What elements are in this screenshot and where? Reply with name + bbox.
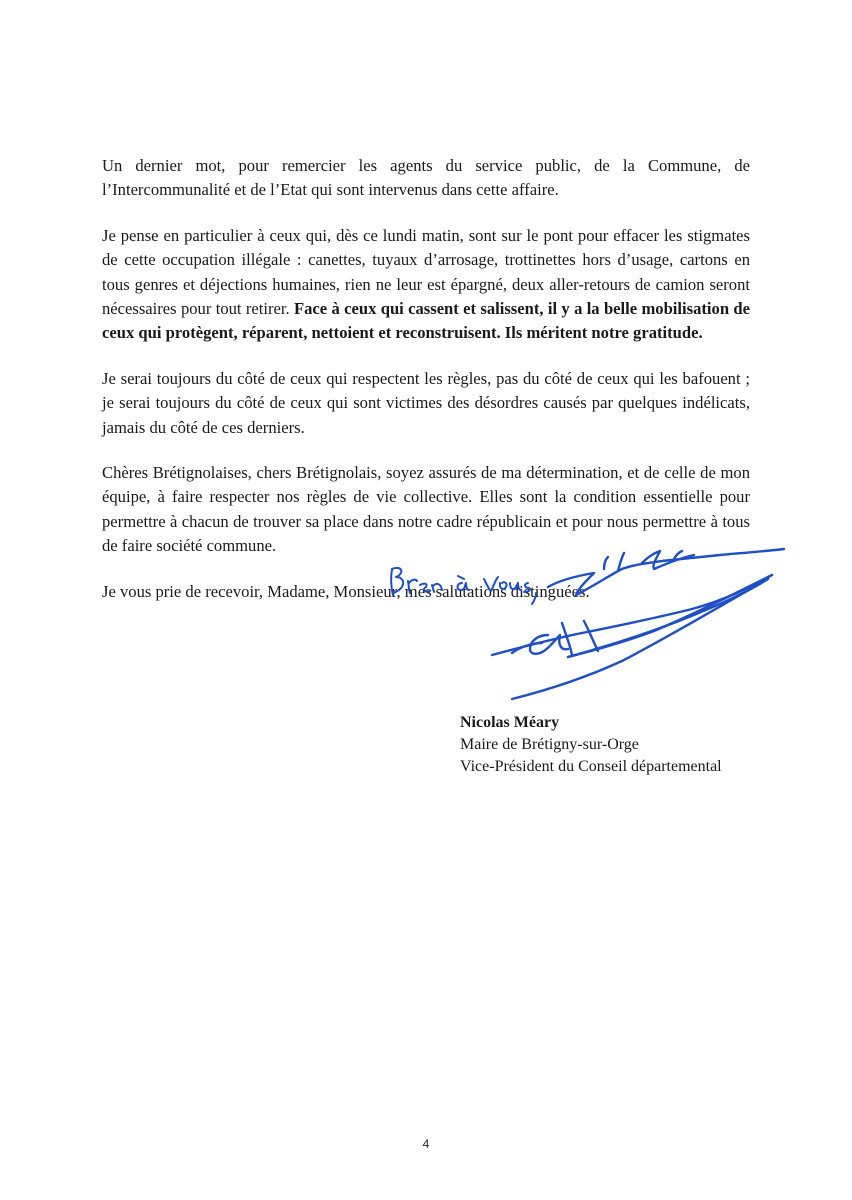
handwritten-note — [391, 568, 536, 604]
paragraph-cleanup-bold: Face à ceux qui cassent et salissent, il y a la belle mobilisation de ceux qui protègent, réparent, nettoient et reconstruisent. Ils méritent notre gratitude. — [102, 299, 750, 343]
handwritten-signature-area — [372, 543, 792, 718]
paragraph-thanks — [102, 154, 750, 203]
paragraph-cleanup-text: Je pense en particulier à ceux qui, dès ce lundi matin, sont sur le pont pour effacer les stigmates de cette occupation illégale : canettes, tuyaux d’arrosage, trottinettes hors d’usage, cartons en tous genres et déjections humaines, rien ne leur est épargné, deux aller-retours de camion seront nécessaires pour tout retirer. — [102, 225, 750, 319]
paragraph-rules-text: Je serai toujours du côté de ceux qui respectent les règles, pas du côté de ceux qui les bafouent ; je serai toujours du côté de ceux qui sont victimes des désordres causés par quelques indélicats, jamais du côté de ces derniers. — [102, 368, 750, 437]
page-number: 4 — [422, 1137, 430, 1151]
signature-drawing — [372, 543, 792, 718]
paragraph-cleanup — [102, 224, 750, 346]
signatory-name: Nicolas Méary — [460, 714, 560, 731]
signatory-block — [460, 712, 722, 778]
paragraph-thanks-text: Un dernier mot, pour remercier les agents du service public, de la Commune, de l’Intercommunalité et de l’Etat qui sont intervenus dans cette affaire. — [102, 156, 750, 200]
signatory-title-council: Vice-Président du Conseil départemental — [460, 758, 722, 775]
paragraph-rules — [102, 367, 750, 440]
signature-scrawl — [492, 549, 784, 699]
signatory-title-mayor: Maire de Brétigny-sur-Orge — [460, 736, 639, 753]
paragraph-closing-text: Je vous prie de recevoir, Madame, Monsieur, mes salutations distinguées. — [102, 581, 590, 601]
paragraph-address-text: Chères Brétignolaises, chers Brétignolais, soyez assurés de ma détermination, et de celle de mon équipe, à faire respecter nos règles de vie collective. Elles sont la condition essentielle pour permettre à chacun de trouver sa place dans notre cadre républicain et pour nous permettre à tous de faire société commune. — [102, 463, 750, 556]
